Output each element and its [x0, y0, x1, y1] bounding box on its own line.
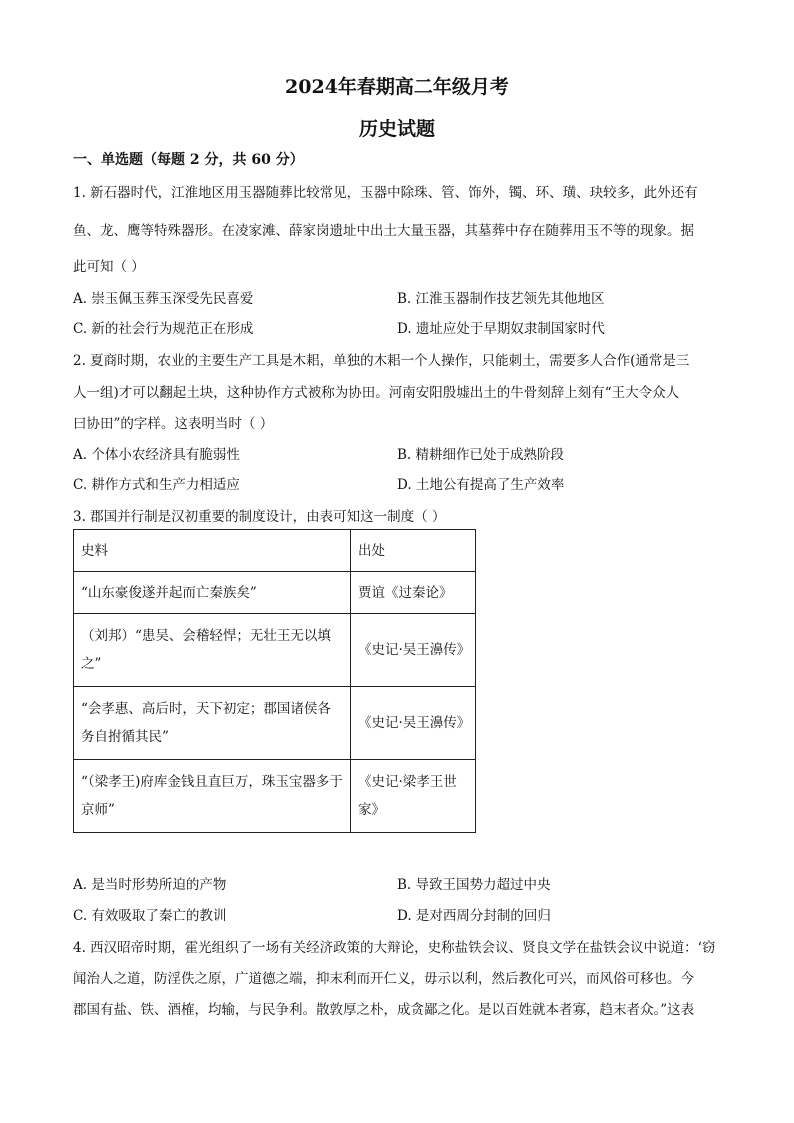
q3-option-b[interactable]: B. 导致王国势力超过中央: [397, 877, 551, 893]
table-cell-quote: “山东豪俊遂并起而亡秦族矣”: [74, 572, 351, 614]
q1-stem-line: 此可知（ ）: [73, 259, 145, 275]
table-row: [74, 760, 476, 833]
table-row: [74, 687, 476, 760]
source-table: [73, 529, 476, 833]
q2-stem-line: 2. 夏商时期，农业的主要生产工具是木耜，单独的木耜一个人操作，只能刺土，需要多人合作(通常是三: [73, 353, 690, 369]
exam-title: 2024年春期高二年级月考: [285, 76, 509, 98]
table-cell-quote: “（梁孝王)府库金钱且直巨万，珠玉宝器多于京师”: [74, 760, 351, 833]
table-cell-quote: （刘邦）“患吴、会稽轻悍；无壮王无以填之”: [74, 614, 351, 687]
q1-option-b[interactable]: B. 江淮玉器制作技艺领先其他地区: [397, 291, 605, 307]
q4-stem-line: 4. 西汉昭帝时期，霍光组织了一场有关经济政策的大辩论，史称盐铁会议、贤良文学在盐铁会议中说道：‘窃: [73, 940, 716, 956]
q2-option-a[interactable]: A. 个体小农经济具有脆弱性: [73, 447, 240, 463]
table-cell-quote: “会孝惠、高后时，天下初定；郡国诸侯各务自拊循其民”: [74, 687, 351, 760]
q2-stem-line: 曰协田”的字样。这表明当时（ ）: [73, 416, 274, 432]
table-header-cell: 史料: [74, 530, 351, 572]
table-row: [74, 572, 476, 614]
q2-stem-line: 人一组)才可以翻起土块，这种协作方式被称为协田。河南安阳殷墟出土的牛骨刻辞上刻有“王大令众人: [73, 385, 680, 401]
table-cell-source: 贾谊《过秦论》: [351, 572, 476, 614]
q3-option-c[interactable]: C. 有效吸取了秦亡的教训: [73, 908, 227, 924]
q4-stem-line: 郡国有盐、铁、酒榷，均输，与民争利。散敦厚之朴，成贪鄙之化。是以百姓就本者寡，趋末者众。”这表: [73, 1002, 695, 1018]
table-cell-source: 《史记·梁孝王世家》: [351, 760, 476, 833]
table-header-row: [74, 530, 476, 572]
table-cell-source: 《史记·吴王濞传》: [351, 687, 476, 760]
q3-stem-line: 3. 郡国并行制是汉初重要的制度设计，由表可知这一制度（ ）: [73, 509, 446, 525]
table-cell-source: 《史记·吴王濞传》: [351, 614, 476, 687]
q2-option-d[interactable]: D. 土地公有提高了生产效率: [397, 477, 565, 493]
section-heading: 一、单选题（每题 2 分，共 60 分）: [73, 152, 304, 168]
table-row: [74, 614, 476, 687]
q1-stem-line: 1. 新石器时代，江淮地区用玉器随葬比较常见，玉器中除珠、管、饰外，镯、环、璜、玦较多，此外还有: [73, 185, 698, 201]
q1-option-d[interactable]: D. 遗址应处于早期奴隶制国家时代: [397, 321, 605, 337]
q2-option-b[interactable]: B. 精耕细作已处于成熟阶段: [397, 447, 565, 463]
q1-stem-line: 鱼、龙、鹰等特殊器形。在凌家滩、薛家岗遗址中出土大量玉器，其墓葬中存在随葬用玉不等的现象。据: [73, 223, 694, 239]
q3-option-d[interactable]: D. 是对西周分封制的回归: [397, 908, 551, 924]
q3-option-a[interactable]: A. 是当时形势所迫的产物: [73, 877, 227, 893]
exam-subject: 历史试题: [358, 118, 435, 140]
q4-stem-line: 闻治人之道，防淫佚之原，广道德之端，抑末利而开仁义，毋示以利，然后教化可兴，而风俗可移也。今: [73, 971, 694, 987]
q2-option-c[interactable]: C. 耕作方式和生产力相适应: [73, 477, 240, 493]
table-header-cell: 出处: [351, 530, 476, 572]
q1-option-a[interactable]: A. 崇玉佩玉葬玉深受先民喜爱: [73, 291, 254, 307]
q1-option-c[interactable]: C. 新的社会行为规范正在形成: [73, 321, 254, 337]
